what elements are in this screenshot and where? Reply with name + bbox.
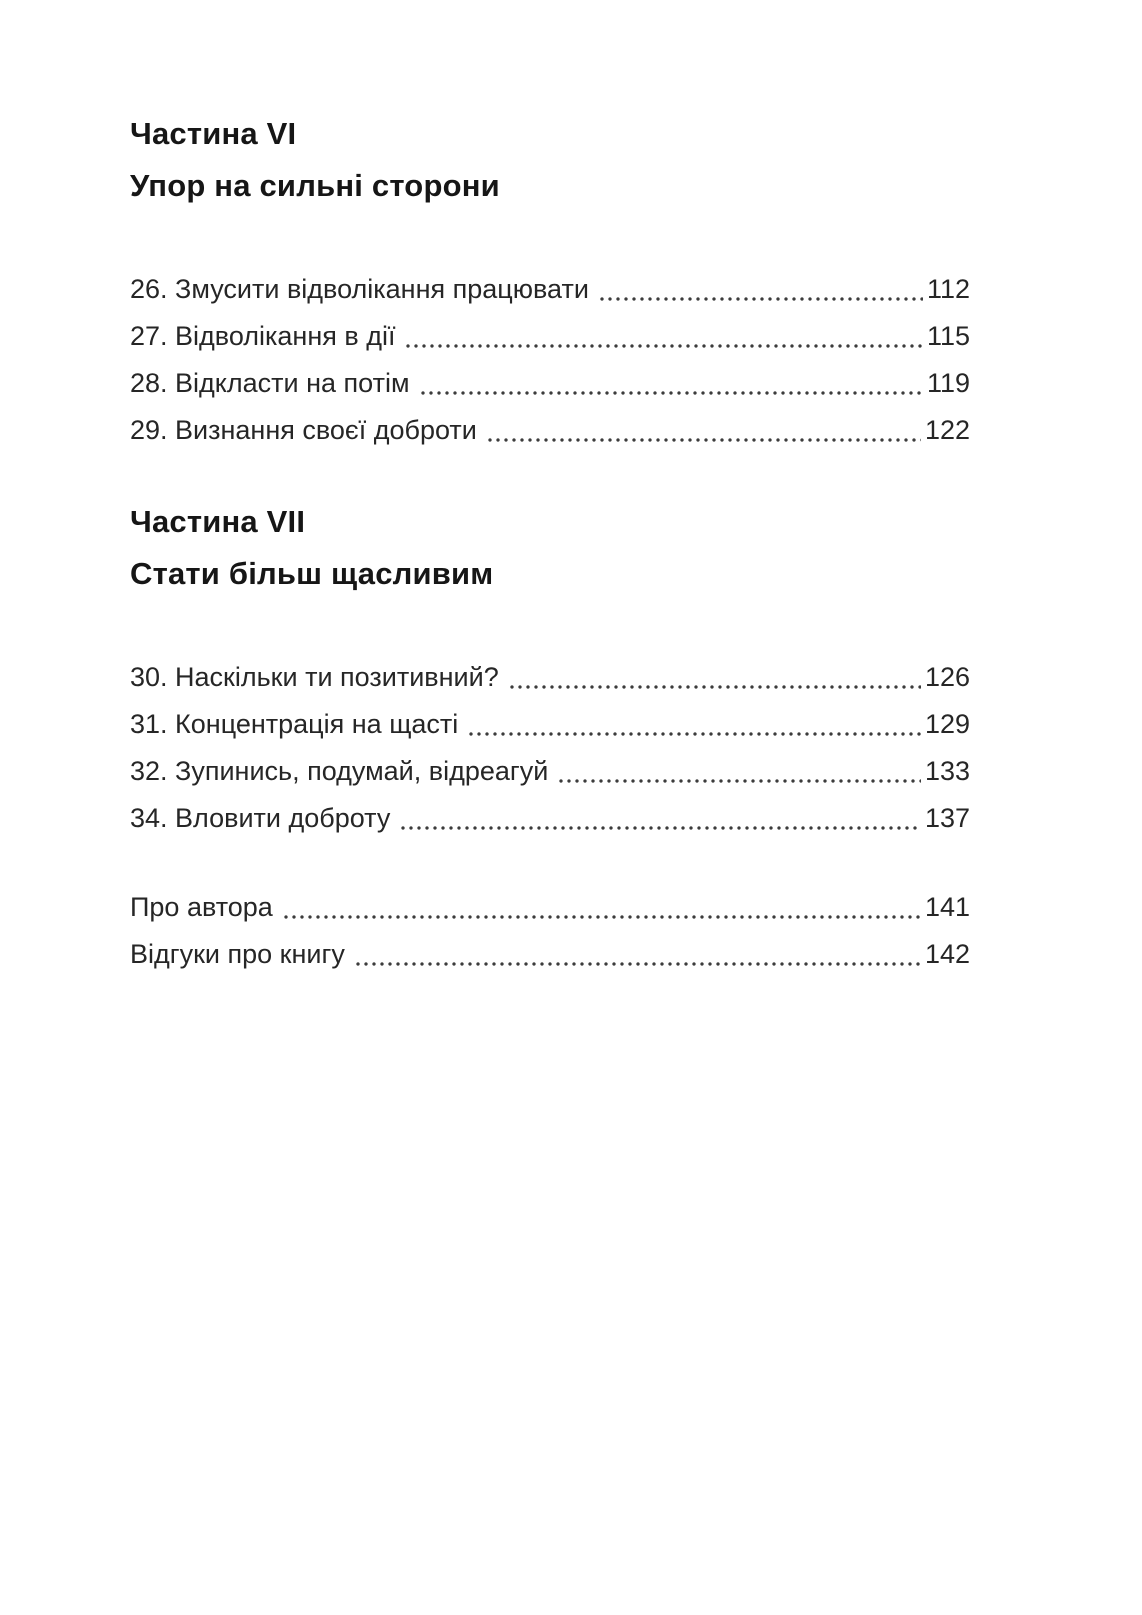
toc-entry: [130, 654, 970, 701]
toc-entry-page: 129: [924, 709, 970, 739]
toc-entry-label: 27. Відволікання в дії: [130, 321, 396, 351]
dot-leader: [399, 795, 921, 831]
toc-section: [130, 496, 970, 842]
toc-entry: [130, 313, 970, 360]
toc-entry-page: 142: [924, 939, 970, 969]
toc-entry-label: 32. Зупинись, подумай, відреагуй: [130, 756, 549, 786]
toc-entries: [130, 654, 970, 842]
toc-entry: [130, 701, 970, 748]
dot-leader: [404, 313, 922, 349]
toc-entry-label: Про автора: [130, 892, 273, 922]
toc-entry: [130, 266, 970, 313]
dot-leader: [557, 748, 921, 784]
toc-entry: [130, 795, 970, 842]
toc-entry-page: 122: [924, 415, 970, 445]
toc-sections: [130, 108, 970, 842]
toc-entry: [130, 407, 970, 454]
dot-leader: [419, 360, 923, 396]
toc-entry: [130, 360, 970, 407]
toc-entry: [130, 884, 970, 931]
dot-leader: [508, 654, 921, 690]
toc-entry-page: 115: [926, 321, 970, 351]
toc-entry-label: 26. Змусити відволікання працювати: [130, 274, 589, 304]
dot-leader: [598, 266, 923, 302]
toc-entry-label: 30. Наскільки ти позитивний?: [130, 662, 499, 692]
toc-entry-page: 141: [924, 892, 970, 922]
dot-leader: [282, 884, 921, 920]
section-heading: [130, 108, 970, 212]
toc-entry-page: 137: [924, 803, 970, 833]
section-heading: [130, 496, 970, 600]
dot-leader: [354, 931, 921, 967]
toc-entry-label: 29. Визнання своєї доброти: [130, 415, 477, 445]
toc-entries: [130, 266, 970, 454]
toc-entry-label: 28. Відкласти на потім: [130, 368, 410, 398]
section-part-title: Частина VI: [130, 116, 297, 151]
toc-entry: [130, 931, 970, 978]
toc-entry-page: 126: [924, 662, 970, 692]
toc-entry-label: 31. Концентрація на щасті: [130, 709, 459, 739]
toc-section: [130, 108, 970, 454]
toc-entry-label: 34. Вловити доброту: [130, 803, 391, 833]
dot-leader: [467, 701, 921, 737]
toc-footer-entries: [130, 884, 970, 978]
dot-leader: [486, 407, 921, 443]
toc-entry-page: 119: [926, 368, 970, 398]
section-subtitle: Стати більш щасливим: [130, 556, 494, 591]
toc-entry: [130, 748, 970, 795]
toc-entry-page: 112: [926, 274, 970, 304]
section-part-title: Частина VII: [130, 504, 306, 539]
toc-entry-page: 133: [924, 756, 970, 786]
section-subtitle: Упор на сильні сторони: [130, 168, 500, 203]
toc-entry-label: Відгуки про книгу: [130, 939, 345, 969]
